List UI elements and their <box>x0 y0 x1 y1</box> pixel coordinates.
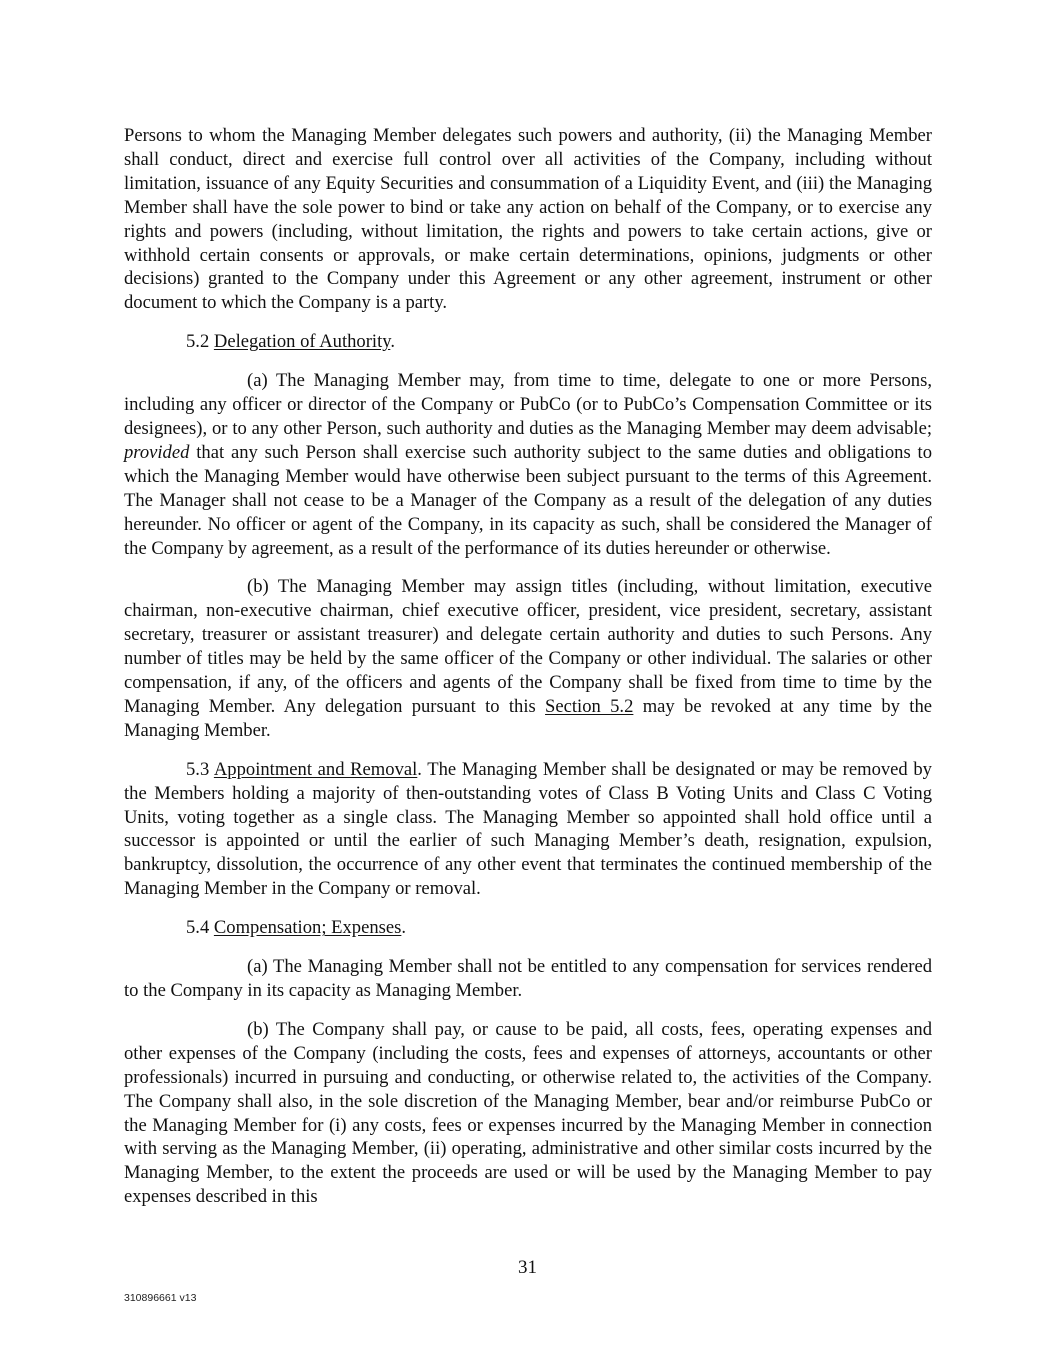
section-title-end: . <box>390 331 395 353</box>
section-title: Delegation of Authority <box>213 331 391 353</box>
section-5-3 <box>124 758 932 901</box>
section-5-2-b <box>124 575 932 742</box>
paragraph-text: (a) The Managing Member may, from time to time, delegate to one or more Persons, including any officer or director of the Company or PubCo (or to PubCo’s Compensation Committee or its designees), or to any other Person, such authority and duties as the Managing Member may deem advisable; <box>124 370 932 439</box>
page-number: 31 <box>518 1257 537 1278</box>
section-number: 5.4 <box>186 917 214 939</box>
paragraph-text: . The Managing Member shall be designated or may be removed by the Members holding a majority of then-outstanding votes of Class B Voting Units and Class C Voting Units, voting together as a single class. The Managing Member so appointed shall hold office until a successor is appointed or until the earlier of such Managing Member’s death, resignation, expulsion, bankruptcy, dissolution, the occurrence of any other event that terminates the continued membership of the Managing Member in the Company or removal. <box>124 758 932 900</box>
section-5-4-b: (b) The Company shall pay, or cause to be paid, all costs, fees, operating expenses and other expenses of the Company (including the costs, fees and expenses of attorneys, accountants or other professionals) incurred in pursuing and conducting, or otherwise related to, the activities of the Company. The Company shall also, in the sole discretion of the Managing Member, bear and/or reimburse PubCo or the Managing Member for (i) any costs, fees or expenses incurred by the Managing Member in connection with serving as the Managing Member, (ii) operating, administrative and other similar costs incurred by the Managing Member, to the extent the proceeds are used or will be used by the Managing Member to pay expenses described in this <box>124 1018 932 1208</box>
section-number: 5.3 <box>186 758 214 780</box>
paragraph-text: (b) The Managing Member may assign titles (including, without limitation, executive chairman, non-executive chairman, chief executive officer, president, vice president, secretary, assistant secretary, treasurer or assistant treasurer) and delegate certain authority and duties to such Persons. Any number of titles may be held by the same officer of the Company or other individual. The salaries or other compensation, if any, of the officers and agents of the Company shall be fixed from time to time by the Managing Member. Any delegation pursuant to this <box>124 576 932 717</box>
italic-term: provided <box>124 441 190 463</box>
section-5-4-heading <box>124 916 932 940</box>
section-title: Appointment and Removal <box>213 758 418 780</box>
section-5-4-a: (a) The Managing Member shall not be entitled to any compensation for services rendered to the Company in its capacity as Managing Member. <box>124 956 932 1001</box>
section-5-2-heading <box>124 330 932 354</box>
section-number: 5.2 <box>186 331 214 353</box>
document-id: 310896661 v13 <box>124 1292 197 1304</box>
paragraph-continuation: Persons to whom the Managing Member delegates such powers and authority, (ii) the Managing Member shall conduct, direct and exercise full control over all activities of the Company, including without limitation, issuance of any Equity Securities and consummation of a Liquidity Event, and (iii) the Managing Member shall have the sole power to bind or take any action on behalf of the Company, or to exercise any rights and powers (including, without limitation, the rights and powers to take certain actions, give or withhold certain consents or approvals, or make certain determinations, opinions, judgments or other decisions) granted to the Company under this Agreement or any other agreement, instrument or other document to which the Company is a party. <box>124 125 932 314</box>
paragraph-text: that any such Person shall exercise such authority subject to the same duties and obligations to which the Managing Member would have otherwise been subject pursuant to the terms of this Agreement. The Manager shall not cease to be a Manager of the Company as a result of the delegation of any duties hereunder. No officer or agent of the Company, in its capacity as such, shall be considered the Manager of the Company by agreement, as a result of the performance of its duties hereunder or otherwise. <box>124 441 932 559</box>
paragraph-text: may be revoked at any time by the Managing Member. <box>124 695 933 741</box>
section-title-end: . <box>401 917 407 939</box>
section-5-2-a <box>124 369 932 560</box>
section-title: Compensation; Expenses <box>213 917 402 939</box>
section-reference-link: Section 5.2 <box>545 695 634 717</box>
document-page <box>124 124 932 1224</box>
